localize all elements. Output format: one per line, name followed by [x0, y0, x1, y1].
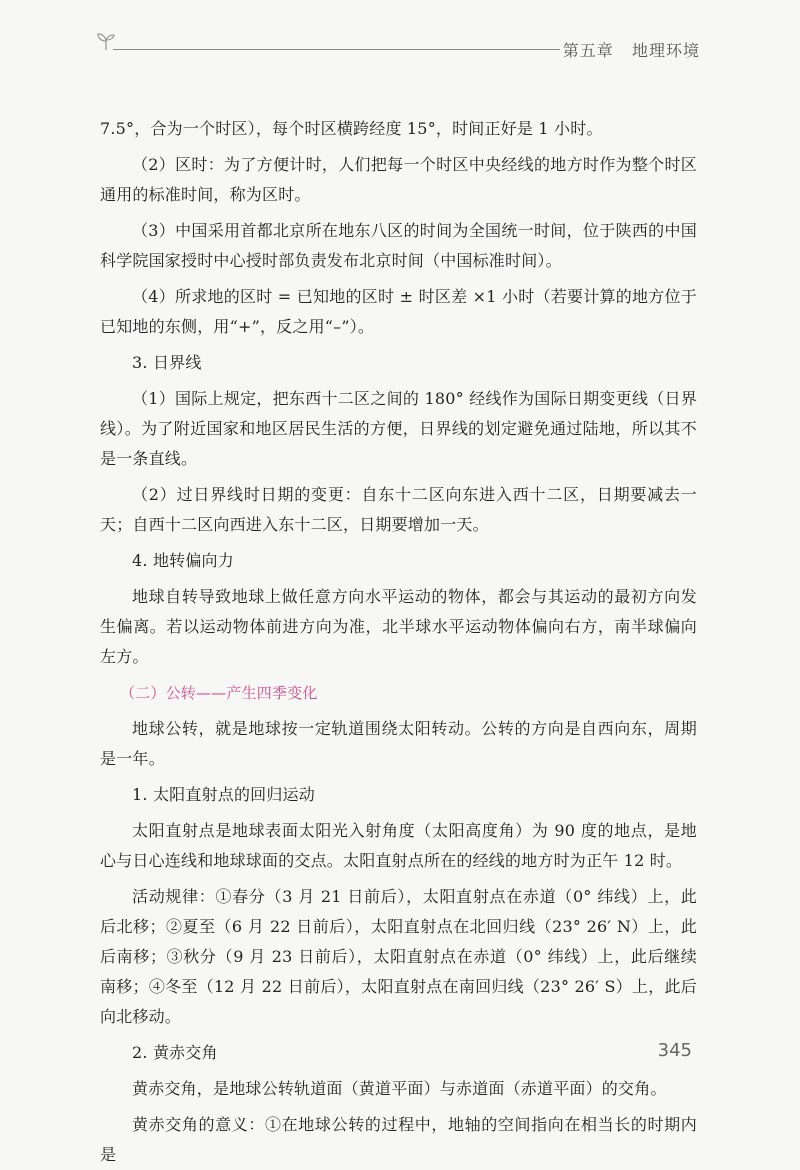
paragraph: 地球自转导致地球上做任意方向水平运动的物体，都会与其运动的最初方向发生偏离。若以运动物体前进方向为准，北半球水平运动物体偏向右方，南半球偏向左方。: [100, 587, 697, 666]
subheading: 1. 太阳直射点的回归运动: [132, 785, 315, 804]
subheading: 3. 日界线: [132, 353, 202, 372]
page-header: [95, 30, 700, 70]
section-heading: （二）公转——产生四季变化: [120, 684, 318, 702]
subheading: 2. 黄赤交角: [132, 1043, 218, 1062]
running-header: [563, 38, 700, 61]
paragraph: （2）区时：为了方便计时，人们把每一个时区中央经线的地方时作为整个时区通用的标准时间，称为区时。: [100, 155, 697, 204]
paragraph: （4）所求地的区时 = 已知地的区时 ± 时区差 ×1 小时（若要计算的地方位于已知地的东侧，用“+”，反之用“–”）。: [100, 287, 697, 336]
paragraph: 地球公转，就是地球按一定轨道围绕太阳转动。公转的方向是自西向东，周期是一年。: [100, 719, 697, 768]
paragraph: （1）国际上规定，把东西十二区之间的 180° 经线作为国际日期变更线（日界线）。为了附近国家和地区居民生活的方便，日界线的划定避免通过陆地，所以其不是一条直线。: [100, 389, 697, 468]
chapter-label: 第五章: [562, 41, 614, 60]
chapter-title: 地理环境: [631, 41, 700, 60]
paragraph: 7.5°，合为一个时区），每个时区横跨经度 15°，时间正好是 1 小时。: [100, 119, 603, 138]
paragraph: （3）中国采用首都北京所在地东八区的时间为全国统一时间，位于陕西的中国科学院国家授时中心授时部负责发布北京时间（中国标准时间）。: [100, 221, 697, 270]
paragraph: 黄赤交角的意义：①在地球公转的过程中，地轴的空间指向在相当长的时期内是: [100, 1115, 697, 1164]
paragraph: 活动规律：①春分（3 月 21 日前后），太阳直射点在赤道（0° 纬线）上，此后北移；②夏至（6 月 22 日前后），太阳直射点在北回归线（23° 26′ N）上，此后南移；③秋分（9 月 23 日前后），太阳直射点在赤道（0° 纬线）上，此后继续南移；④冬至（12 月 22 日前后），太阳直射点在南回归线（23° 26′ S）上，此后向北移动。: [100, 887, 697, 1026]
page-number: 345: [657, 1040, 692, 1061]
paragraph: （2）过日界线时日期的变更：自东十二区向东进入西十二区，日期要减去一天；自西十二区向西进入东十二区，日期要增加一天。: [100, 485, 697, 534]
page-body: [100, 114, 697, 1170]
header-rule: [113, 49, 560, 50]
paragraph: 太阳直射点是地球表面太阳光入射角度（太阳高度角）为 90 度的地点，是地心与日心连线和地球球面的交点。太阳直射点所在的经线的地方时为正午 12 时。: [100, 821, 697, 870]
subheading: 4. 地转偏向力: [132, 551, 234, 570]
paragraph: 黄赤交角，是地球公转轨道面（黄道平面）与赤道面（赤道平面）的交角。: [132, 1079, 667, 1098]
